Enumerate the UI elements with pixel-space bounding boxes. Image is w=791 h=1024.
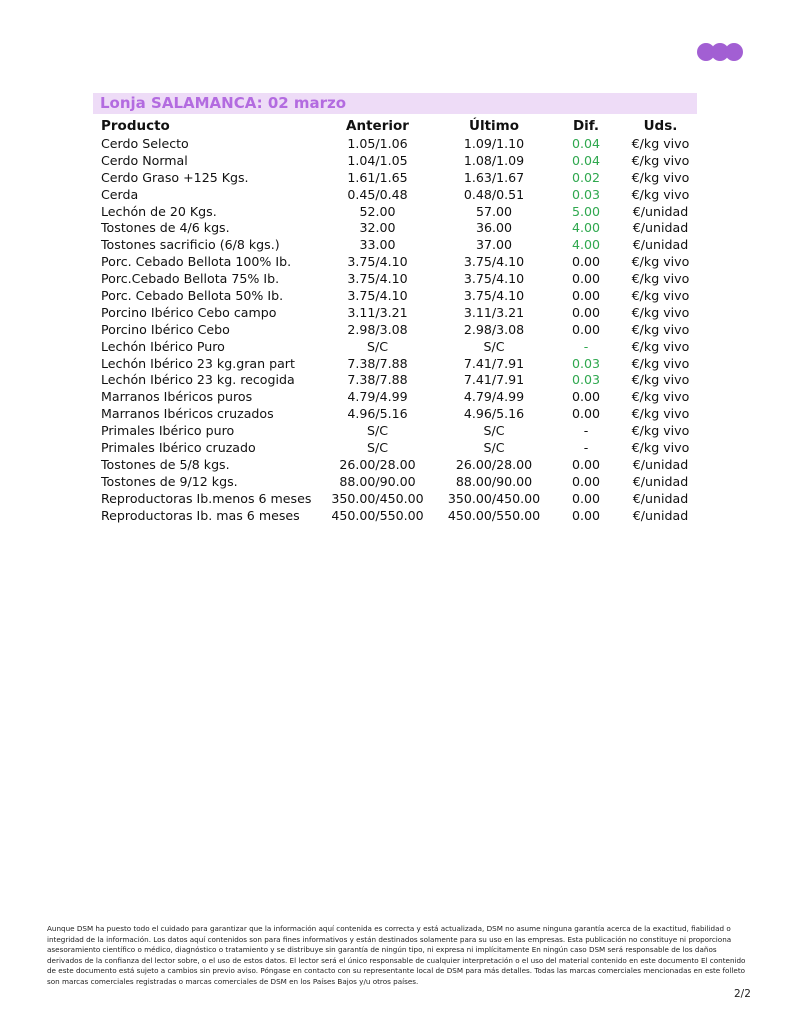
cell-uds: €/kg vivo <box>631 389 690 405</box>
table-row <box>93 219 697 236</box>
cell-producto: Primales Ibérico cruzado <box>101 439 256 455</box>
header-dif: Dif. <box>572 118 600 134</box>
cell-dif: - <box>583 439 589 455</box>
cell-producto: Porcino Ibérico Cebo campo <box>101 304 277 320</box>
cell-uds: €/kg vivo <box>631 423 690 439</box>
cell-ultimo: 1.08/1.09 <box>463 152 525 168</box>
table-row <box>93 388 697 405</box>
cell-ultimo: 450.00/550.00 <box>447 507 541 523</box>
section-title: Lonja SALAMANCA: 02 marzo <box>100 94 347 112</box>
table-row <box>93 439 697 456</box>
cell-anterior: 26.00/28.00 <box>339 456 416 472</box>
cell-producto: Lechón Ibérico 23 kg. recogida <box>101 372 295 388</box>
table-row <box>93 186 697 203</box>
cell-ultimo: 3.75/4.10 <box>463 287 525 303</box>
cell-uds: €/kg vivo <box>631 287 690 303</box>
cell-anterior: 2.98/3.08 <box>347 321 408 337</box>
cell-anterior: 3.75/4.10 <box>347 254 408 270</box>
cell-producto: Cerdo Normal <box>101 152 188 168</box>
cell-producto: Primales Ibérico puro <box>101 423 235 439</box>
cell-dif: 0.00 <box>571 507 601 523</box>
cell-anterior: 1.61/1.65 <box>347 169 408 185</box>
table-row <box>93 253 697 270</box>
cell-dif: 4.00 <box>571 220 601 236</box>
cell-anterior: S/C <box>366 338 389 354</box>
cell-ultimo: 3.75/4.10 <box>463 254 525 270</box>
header-uds: Uds. <box>643 118 678 134</box>
cell-ultimo: 57.00 <box>475 203 513 219</box>
table-row <box>93 338 697 355</box>
cell-producto: Cerda <box>101 186 139 202</box>
cell-uds: €/unidad <box>632 473 689 489</box>
cell-ultimo: 36.00 <box>475 220 513 236</box>
cell-uds: €/kg vivo <box>631 135 690 151</box>
cell-ultimo: 2.98/3.08 <box>463 321 525 337</box>
table-row <box>93 287 697 304</box>
header-ultimo: Último <box>468 118 519 134</box>
price-table <box>93 117 697 523</box>
cell-anterior: 4.79/4.99 <box>347 389 408 405</box>
cell-dif: 0.00 <box>571 490 601 506</box>
cell-dif: 0.00 <box>571 456 601 472</box>
cell-dif: 0.03 <box>571 355 601 371</box>
cell-producto: Porcino Ibérico Cebo <box>101 321 230 337</box>
cell-producto: Lechón Ibérico 23 kg.gran part <box>101 355 295 371</box>
cell-uds: €/kg vivo <box>631 169 690 185</box>
cell-producto: Marranos Ibéricos puros <box>101 389 253 405</box>
cell-uds: €/kg vivo <box>631 338 690 354</box>
cell-uds: €/unidad <box>632 220 689 236</box>
cell-dif: 0.00 <box>571 254 601 270</box>
cell-uds: €/kg vivo <box>631 254 690 270</box>
table-row <box>93 371 697 388</box>
cell-dif: 0.04 <box>571 135 601 151</box>
table-row <box>93 270 697 287</box>
cell-dif: - <box>583 338 589 354</box>
table-row <box>93 236 697 253</box>
cell-producto: Lechón Ibérico Puro <box>101 338 225 354</box>
cell-anterior: 0.45/0.48 <box>347 186 408 202</box>
cell-anterior: 88.00/90.00 <box>339 473 416 489</box>
cell-ultimo: 1.09/1.10 <box>463 135 525 151</box>
cell-ultimo: S/C <box>483 338 505 354</box>
table-row <box>93 405 697 422</box>
cell-producto: Lechón de 20 Kgs. <box>101 203 217 219</box>
table-row <box>93 355 697 372</box>
cell-uds: €/kg vivo <box>631 186 690 202</box>
cell-uds: €/unidad <box>632 507 689 523</box>
cell-ultimo: 3.75/4.10 <box>463 271 525 287</box>
cell-uds: €/kg vivo <box>631 152 690 168</box>
cell-anterior: 7.38/7.88 <box>347 355 408 371</box>
cell-ultimo: 3.11/3.21 <box>463 304 525 320</box>
cell-producto: Tostones de 5/8 kgs. <box>101 456 230 472</box>
cell-producto: Cerdo Graso +125 Kgs. <box>101 169 249 185</box>
cell-ultimo: 4.79/4.99 <box>463 389 525 405</box>
cell-dif: 0.00 <box>571 406 601 422</box>
table-row <box>93 456 697 473</box>
cell-dif: 4.00 <box>571 237 601 253</box>
cell-uds: €/unidad <box>632 203 689 219</box>
table-row <box>93 152 697 169</box>
cell-ultimo: 350.00/450.00 <box>447 490 541 506</box>
cell-dif: 0.00 <box>571 287 601 303</box>
cell-uds: €/kg vivo <box>631 372 690 388</box>
cell-dif: 5.00 <box>571 203 601 219</box>
cell-anterior: 33.00 <box>359 237 396 253</box>
table-row <box>93 135 697 152</box>
cell-uds: €/unidad <box>632 456 689 472</box>
cell-dif: - <box>583 423 589 439</box>
cell-uds: €/unidad <box>632 490 689 506</box>
dsm-three-dots-logo-icon <box>697 43 745 61</box>
table-row <box>93 473 697 490</box>
cell-anterior: 3.75/4.10 <box>347 271 408 287</box>
header-producto: Producto <box>101 118 170 134</box>
table-body <box>93 135 697 523</box>
cell-ultimo: S/C <box>483 423 505 439</box>
cell-dif: 0.03 <box>571 372 601 388</box>
cell-anterior: 4.96/5.16 <box>347 406 408 422</box>
cell-anterior: S/C <box>366 439 389 455</box>
table-row <box>93 507 697 524</box>
cell-dif: 0.04 <box>571 152 601 168</box>
cell-producto: Marranos Ibéricos cruzados <box>101 406 274 422</box>
page-number: 2/2 <box>734 988 751 1000</box>
cell-producto: Tostones sacrificio (6/8 kgs.) <box>101 237 280 253</box>
logo-dot <box>725 43 743 61</box>
cell-producto: Porc. Cebado Bellota 100% Ib. <box>101 254 292 270</box>
legal-disclaimer: Aunque DSM ha puesto todo el cuidado para garantizar que la información aquí contenida es correcta y está actualizada, DSM no asume ninguna garantía acerca de la exactitud, fiabilidad o integridad de la información. Los datos aquí contenidos son para fines informativos y están destinados solamente para su uso en las empresas. Esta publicación no constituye ni proporciona asesoramiento científico o médico, diagnóstico o tratamiento y se distribuye sin garantía de ningún tipo, ni expresa ni implícitamente En ningún caso DSM será responsable de los daños derivados de la confianza del lector sobre, o el uso de estos datos. El lector será el único responsable de cualquier interpretación o el uso del material contenido en este documento El contenido de este documento está sujeto a cambios sin previo aviso. Póngase en contacto con su representante local de DSM para más detalles. Todas las marcas comerciales mencionadas en este folleto son marcas comerciales registradas o marcas comerciales de DSM en los Países Bajos y/u otros países. <box>47 924 746 986</box>
cell-uds: €/kg vivo <box>631 304 690 320</box>
cell-dif: 0.00 <box>571 304 601 320</box>
cell-dif: 0.00 <box>571 389 601 405</box>
header-anterior: Anterior <box>346 118 409 134</box>
cell-anterior: 3.75/4.10 <box>347 287 408 303</box>
cell-ultimo: 4.96/5.16 <box>463 406 525 422</box>
cell-dif: 0.00 <box>571 271 601 287</box>
cell-dif: 0.02 <box>571 169 601 185</box>
table-row <box>93 490 697 507</box>
cell-anterior: 32.00 <box>359 220 396 236</box>
table-row <box>93 422 697 439</box>
cell-uds: €/unidad <box>632 237 689 253</box>
cell-dif: 0.00 <box>571 473 601 489</box>
cell-producto: Reproductoras Ib. mas 6 meses <box>101 507 300 523</box>
table-header-row <box>93 117 697 135</box>
table-row <box>93 304 697 321</box>
cell-ultimo: S/C <box>483 439 505 455</box>
cell-ultimo: 7.41/7.91 <box>463 372 525 388</box>
cell-producto: Porc. Cebado Bellota 50% Ib. <box>101 287 284 303</box>
cell-uds: €/kg vivo <box>631 321 690 337</box>
cell-uds: €/kg vivo <box>631 439 690 455</box>
cell-anterior: 7.38/7.88 <box>347 372 408 388</box>
cell-uds: €/kg vivo <box>631 355 690 371</box>
cell-dif: 0.03 <box>571 186 601 202</box>
cell-uds: €/kg vivo <box>631 406 690 422</box>
cell-uds: €/kg vivo <box>631 271 690 287</box>
cell-producto: Tostones de 4/6 kgs. <box>101 220 230 236</box>
cell-ultimo: 88.00/90.00 <box>455 473 533 489</box>
cell-anterior: 350.00/450.00 <box>331 490 424 506</box>
table-row <box>93 203 697 220</box>
cell-anterior: 450.00/550.00 <box>331 507 424 523</box>
cell-ultimo: 7.41/7.91 <box>463 355 525 371</box>
cell-anterior: 1.05/1.06 <box>347 135 408 151</box>
cell-ultimo: 26.00/28.00 <box>455 456 533 472</box>
cell-ultimo: 1.63/1.67 <box>463 169 525 185</box>
cell-producto: Porc.Cebado Bellota 75% Ib. <box>101 271 280 287</box>
cell-dif: 0.00 <box>571 321 601 337</box>
cell-anterior: S/C <box>366 423 389 439</box>
cell-producto: Tostones de 9/12 kgs. <box>101 473 238 489</box>
cell-producto: Cerdo Selecto <box>101 135 189 151</box>
section-title-bar <box>93 93 697 114</box>
table-row <box>93 169 697 186</box>
cell-anterior: 1.04/1.05 <box>347 152 408 168</box>
cell-ultimo: 0.48/0.51 <box>463 186 525 202</box>
cell-producto: Reproductoras Ib.menos 6 meses <box>101 490 312 506</box>
table-row <box>93 321 697 338</box>
cell-anterior: 52.00 <box>359 203 396 219</box>
cell-ultimo: 37.00 <box>475 237 513 253</box>
cell-anterior: 3.11/3.21 <box>347 304 408 320</box>
